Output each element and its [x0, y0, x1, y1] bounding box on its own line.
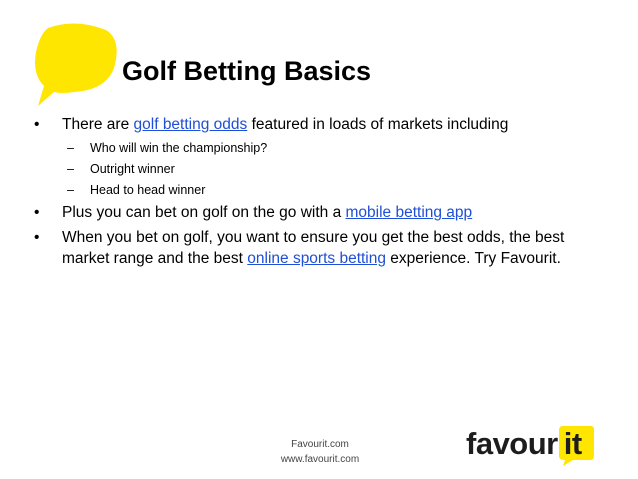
online-sports-betting-link[interactable]: online sports betting [247, 250, 386, 267]
speech-bubble-shape [35, 23, 117, 106]
slide-title: Golf Betting Basics [122, 56, 372, 86]
logo-wordmark [466, 426, 588, 462]
footer [240, 437, 400, 467]
sub-bullet-item [34, 139, 614, 157]
bullet-text: When you bet on golf, you want to ensure you get the best odds, the best market range and the best [62, 229, 565, 267]
bullet-item [34, 202, 614, 223]
sub-bullet-item [34, 181, 614, 199]
sub-bullet-marker: – [67, 183, 74, 197]
sub-bullet-item [34, 160, 614, 178]
logo-text-badge: it [563, 426, 582, 461]
bullet-text: Plus you can bet on golf on the go with a [62, 204, 346, 221]
speech-bubble-icon [34, 22, 118, 108]
bullet-list [34, 114, 614, 273]
bullet-item [34, 227, 614, 269]
bullet-marker: • [34, 116, 40, 133]
footer-site-name: Favourit.com [291, 439, 349, 450]
mobile-betting-app-link[interactable]: mobile betting app [345, 204, 473, 221]
bullet-text: There are [62, 116, 134, 133]
logo-text-main: favour [466, 426, 558, 461]
bullet-marker: • [34, 204, 40, 221]
bullet-marker: • [34, 229, 40, 246]
sub-bullet-text: Head to head winner [90, 183, 206, 197]
sub-bullet-marker: – [67, 162, 74, 176]
sub-bullet-text: Outright winner [90, 162, 175, 176]
bullet-text: experience. Try Favourit. [386, 250, 561, 267]
footer-url: www.favourit.com [280, 454, 360, 465]
favourit-logo [466, 424, 616, 472]
bullet-text: featured in loads of markets including [247, 116, 509, 133]
sub-bullet-marker: – [67, 141, 74, 155]
logo-badge [560, 426, 588, 462]
bullet-item [34, 114, 614, 135]
golf-betting-odds-link[interactable]: golf betting odds [133, 116, 248, 133]
sub-bullet-text: Who will win the championship? [90, 141, 268, 155]
